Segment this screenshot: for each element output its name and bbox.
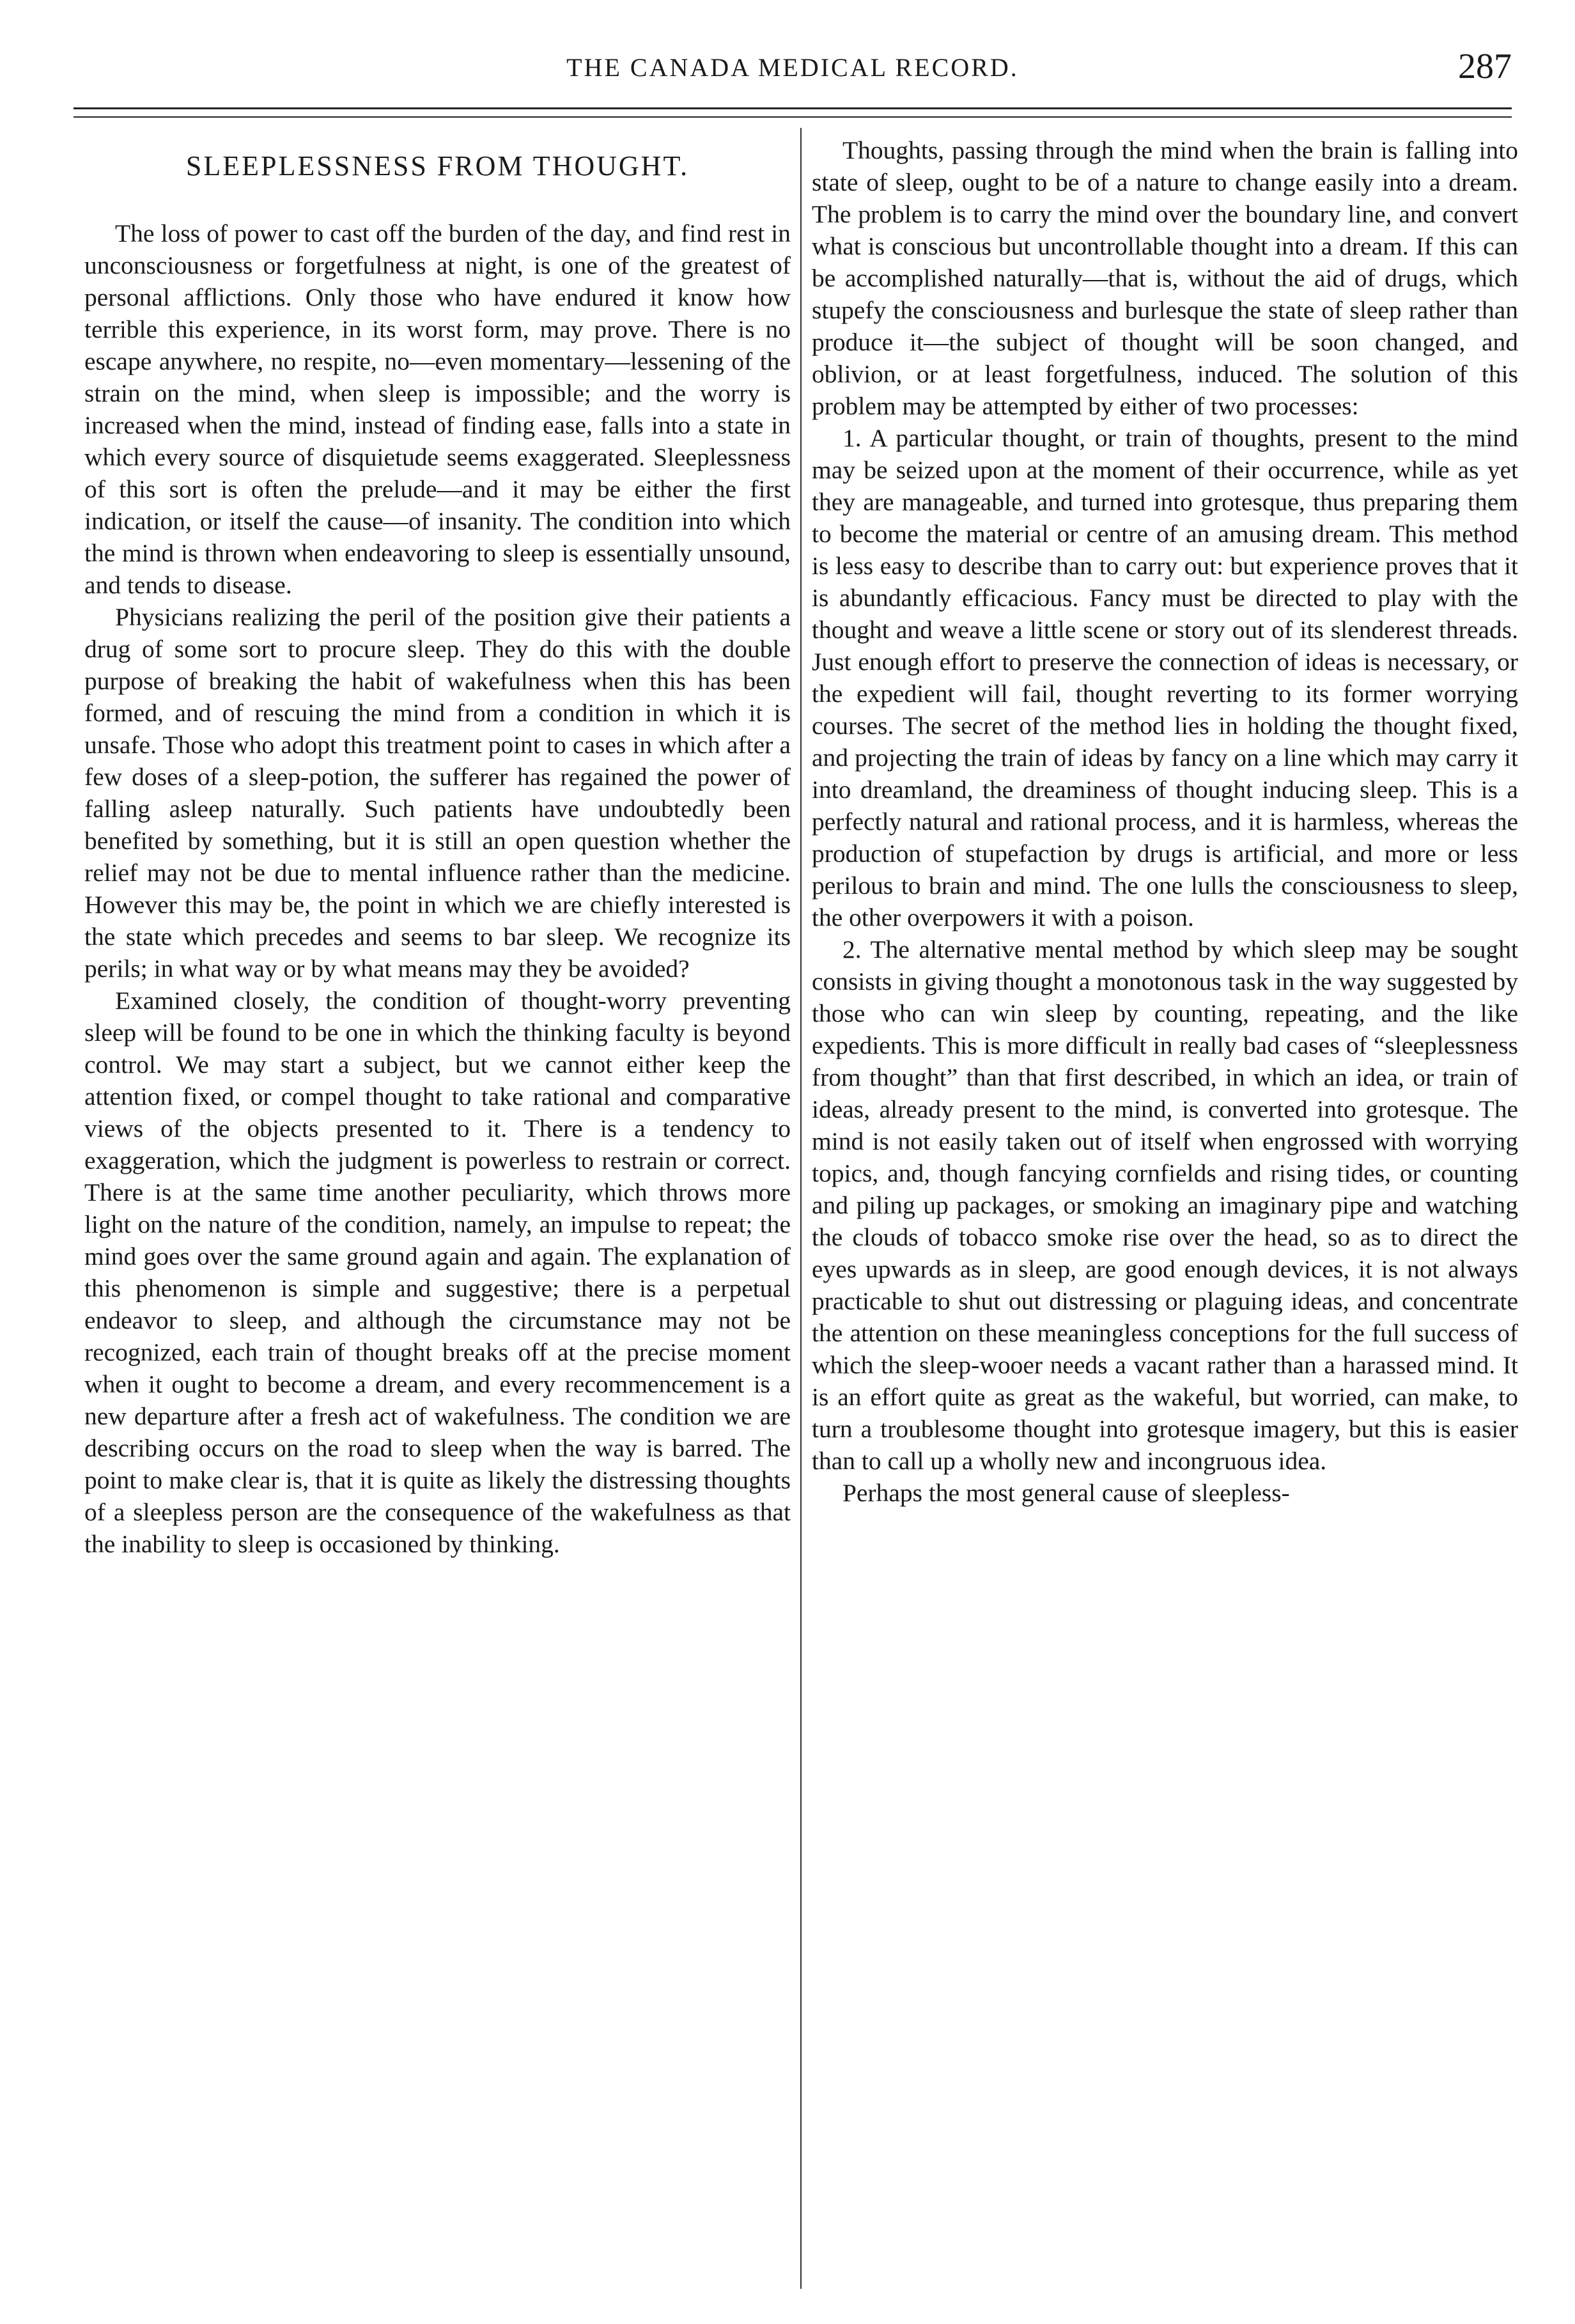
paragraph: Examined closely, the condition of thought-worry preventing sleep will be found to be one in which the thinking faculty is beyond control. We may start a subject, but we cannot either keep the attention fixed, or compel thought to take rational and comparative views of the objects presented to it. There is a tendency to exaggeration, which the judgment is powerless to restrain or correct. There is at the same time another peculiarity, which throws more light on the nature of the condition, namely, an impulse to repeat; the mind goes over the same ground again and again. The explanation of this phenomenon is simple and suggestive; there is a perpetual endeavor to sleep, and although the circumstance may not be recognized, each train of thought breaks off at the precise moment when it ought to become a dream, and every recommencement is a new departure after a fresh act of wakefulness. The condition we are describing occurs on the road to sleep when the way is barred. The point to make clear is, that it is quite as likely the distressing thoughts of a sleepless person are the consequence of the wakefulness as that the inability to sleep is occasioned by thinking. <box>84 987 791 1558</box>
paragraph: The loss of power to cast off the burden of the day, and find rest in unconsciousness or forgetfulness at night, is one of the greatest of personal afflictions. Only those who have endured it know how terrible this experience, in its worst form, may prove. There is no escape anywhere, no respite, no—even momentary—lessening of the strain on the mind, when sleep is impossible; and the worry is increased when the mind, instead of finding ease, falls into a state in which every source of disquietude seems exaggerated. Sleeplessness of this sort is often the prelude—and it may be either the first indication, or itself the cause—of insanity. The condition into which the mind is thrown when endeavoring to sleep is essentially unsound, and tends to disease. <box>84 219 791 599</box>
article-title: SLEEPLESSNESS FROM THOUGHT. <box>185 150 690 182</box>
page-number: 287 <box>1458 47 1512 86</box>
right-column <box>812 134 1518 2308</box>
column-divider <box>800 128 802 2289</box>
paragraph: 1. A particular thought, or train of thoughts, present to the mind may be seized upon at the moment of their occurrence, while as yet they are manageable, and turned into grotesque, thus preparing them to become the material or centre of an amusing dream. This method is less easy to describe than to carry out: but experience proves that it is abundantly efficacious. Fancy must be directed to play with the thought and weave a little scene or story out of its slenderest threads. Just enough effort to preserve the connection of ideas is necessary, or the expedient will fail, thought reverting to its former worrying courses. The secret of the method lies in holding the thought fixed, and projecting the train of ideas by fancy on a line which may carry it into dreamland, the dreaminess of thought inducing sleep. This is a perfectly natural and rational process, and it is harmless, whereas the production of stupefaction by drugs is artificial, and more or less perilous to brain and mind. The one lulls the consciousness to sleep, the other overpowers it with a poison. <box>812 424 1518 932</box>
paragraph: Thoughts, passing through the mind when the brain is falling into state of sleep, ought to be of a nature to change easily into a dream. The problem is to carry the mind over the boundary line, and convert what is conscious but uncontrollable thought into a dream. If this can be accomplished naturally—that is, without the aid of drugs, which stupefy the consciousness and burlesque the state of sleep rather than produce it—the subject of thought will be soon changed, and oblivion, or at least forgetfulness, induced. The solution of this problem may be attempted by either of two processes: <box>812 136 1518 420</box>
paragraph: Perhaps the most general cause of sleepless- <box>842 1479 1290 1507</box>
page-header <box>74 46 1512 91</box>
paragraph: 2. The alternative mental method by which sleep may be sought consists in giving thought a monotonous task in the way suggested by those who can win sleep by counting, repeating, and the like expedients. This is more difficult in really bad cases of “sleeplessness from thought” than that first described, in which an idea, or train of ideas, already present to the mind, is converted into grotesque. The mind is not easily taken out of itself when engrossed with worrying topics, and, though fancying cornfields and rising tides, or counting and piling up packages, or smoking an imaginary pipe and watching the clouds of tobacco smoke rise over the head, so as to direct the eyes upwards as in sleep, are good enough devices, it is not always practicable to shut out distressing or plaguing ideas, and concentrate the attention on these meaningless conceptions for the full success of which the sleep-wooer needs a vacant rather than a harassed mind. It is an effort quite as great as the wakeful, but worried, can make, to turn a troublesome thought into grotesque imagery, but this is easier than to call up a wholly new and incongruous idea. <box>812 935 1518 1475</box>
left-column <box>84 134 791 2308</box>
header-rule <box>74 107 1512 109</box>
running-title: THE CANADA MEDICAL RECORD. <box>566 53 1019 82</box>
paragraph: Physicians realizing the peril of the position give their patients a drug of some sort to procure sleep. They do this with the double purpose of breaking the habit of wakefulness when this has been formed, and of rescuing the mind from a condition in which it is unsafe. Those who adopt this treatment point to cases in which after a few doses of a sleep-potion, the sufferer has regained the power of falling asleep naturally. Such patients have undoubtedly been benefited by something, but it is still an open question whether the relief may not be due to mental influence rather than the medicine. However this may be, the point in which we are chiefly interested is the state which precedes and seems to bar sleep. We recognize its perils; in what way or by what means may they be avoided? <box>84 603 791 983</box>
header-rule-double <box>74 116 1512 118</box>
